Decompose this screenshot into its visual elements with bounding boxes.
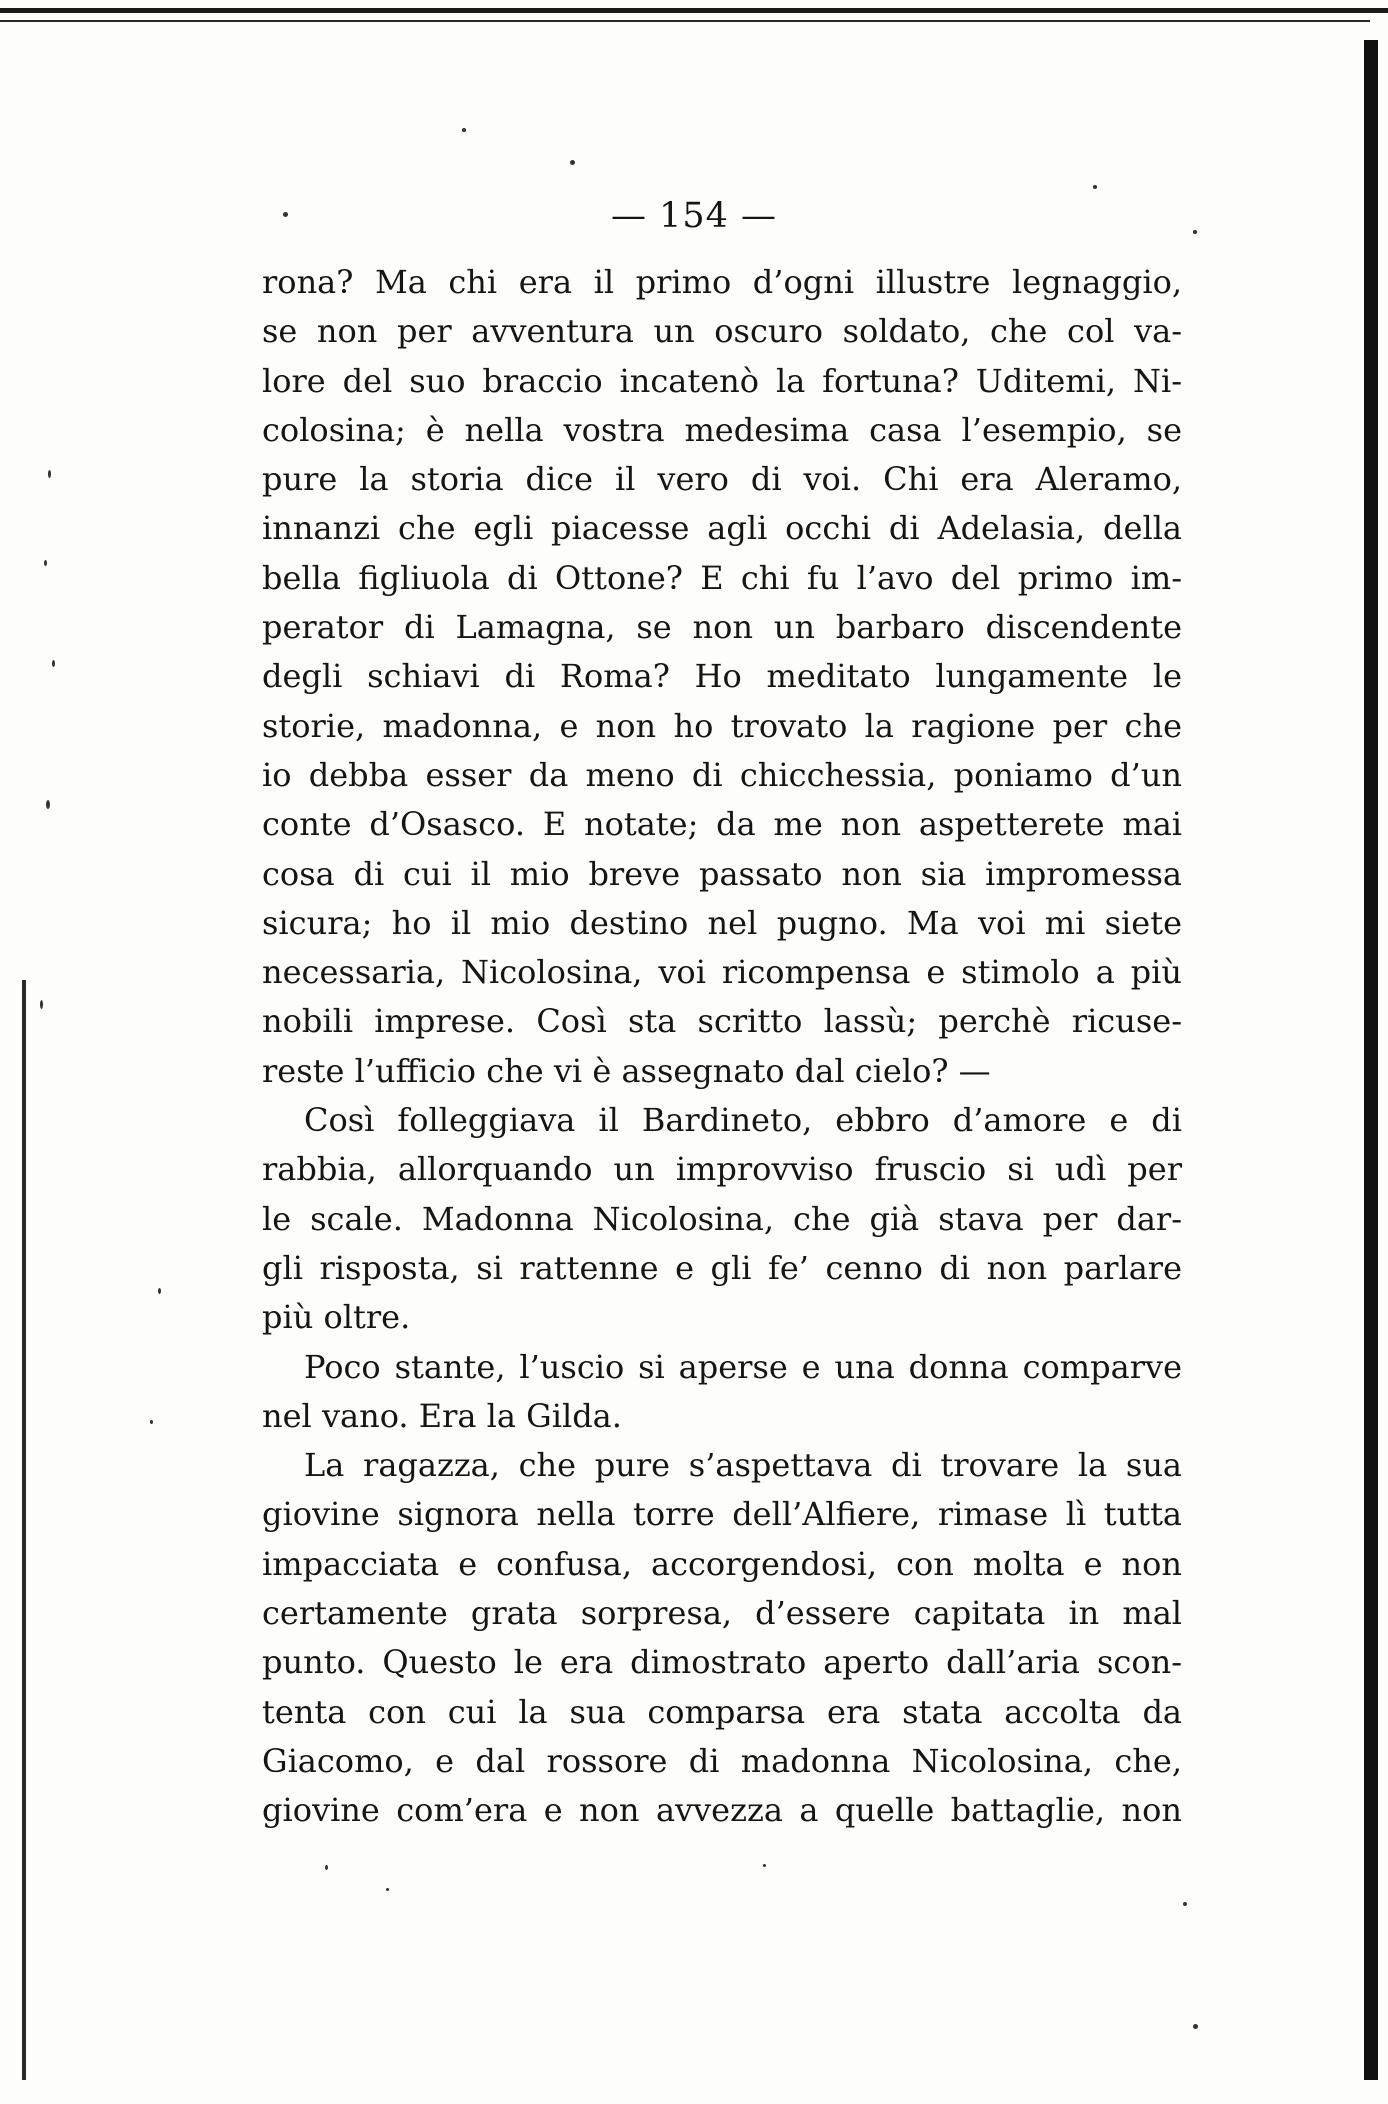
text-line: pure la storia dice il vero di voi. Chi era Aleramo,	[262, 460, 1182, 499]
text-line: cosa di cui il mio breve passato non sia impromessa	[262, 854, 1182, 893]
text-line: colosina; è nella vostra medesima casa l’esempio, se	[262, 410, 1182, 449]
text-line: Giacomo, e dal rossore di madonna Nicolosina, che,	[262, 1741, 1182, 1780]
scan-speck	[570, 160, 575, 165]
scan-speck	[52, 660, 55, 667]
scan-speck	[44, 560, 47, 566]
top-edge-line	[0, 20, 1370, 22]
text-line: rona? Ma chi era il primo d’ogni illustre legnaggio,	[262, 263, 1182, 301]
text-line: io debba esser da meno di chicchessia, poniamo d’un	[262, 755, 1182, 794]
scan-speck	[1193, 2024, 1198, 2029]
scan-speck	[1093, 185, 1097, 189]
text-line: conte d’Osasco. E notate; da me non aspetterete mai	[262, 805, 1182, 844]
text-line: La ragazza, che pure s’aspettava di trovare la sua	[304, 1446, 1182, 1485]
scan-speck	[386, 1888, 389, 1891]
paragraph	[262, 1343, 1182, 1442]
scan-speck	[462, 128, 466, 132]
text-line: nel vano. Era la Gilda.	[262, 1396, 622, 1435]
text-line: punto. Questo le era dimostrato aperto dall’aria scon-	[262, 1643, 1182, 1682]
text-line: bella figliuola di Ottone? E chi fu l’avo del primo im-	[262, 558, 1182, 597]
scan-speck	[1183, 1902, 1187, 1906]
text-line: gli risposta, si rattenne e gli fe’ cenno di non parlare	[262, 1248, 1182, 1287]
body-text	[262, 258, 1182, 1836]
top-edge-shadow	[0, 8, 1388, 13]
scan-speck	[46, 800, 50, 809]
scan-speck	[763, 1864, 766, 1867]
text-line: lore del suo braccio incatenò la fortuna? Uditemi, Ni-	[262, 361, 1182, 400]
text-line: innanzi che egli piacesse agli occhi di Adelasia, della	[262, 509, 1182, 548]
scan-speck	[40, 1000, 43, 1009]
text-line: rabbia, allorquando un improvviso fruscio si udì per	[262, 1150, 1182, 1189]
scan-speck	[150, 1420, 153, 1424]
scan-speck	[158, 1288, 161, 1294]
text-line: le scale. Madonna Nicolosina, che già stava per dar-	[262, 1199, 1182, 1238]
left-edge-shadow	[22, 980, 26, 2080]
right-edge-shadow	[1364, 40, 1378, 2080]
text-line: necessaria, Nicolosina, voi ricompensa e stimolo a più	[262, 953, 1182, 992]
text-line: perator di Lamagna, se non un barbaro discendente	[262, 608, 1182, 647]
text-line: nobili imprese. Così sta scritto lassù; perchè ricuse-	[262, 1002, 1182, 1041]
text-line: degli schiavi di Roma? Ho meditato lungamente le	[262, 657, 1182, 696]
text-line: Poco stante, l’uscio si aperse e una donna comparve	[304, 1347, 1182, 1386]
text-line: storie, madonna, e non ho trovato la ragione per che	[262, 706, 1182, 745]
text-line: impacciata e confusa, accorgendosi, con molta e non	[262, 1544, 1182, 1583]
text-line: certamente grata sorpresa, d’essere capitata in mal	[262, 1594, 1182, 1633]
text-line: reste l’ufficio che vi è assegnato dal cielo? —	[262, 1051, 991, 1090]
text-line: giovine signora nella torre dell’Alfiere, rimase lì tutta	[262, 1495, 1182, 1534]
text-line: più oltre.	[262, 1298, 411, 1337]
paragraph	[262, 1441, 1182, 1835]
text-line: tenta con cui la sua comparsa era stata accolta da	[262, 1692, 1182, 1731]
text-line: Così folleggiava il Bardineto, ebbro d’amore e di	[304, 1101, 1182, 1140]
paragraph	[262, 1096, 1182, 1342]
scan-speck	[325, 1865, 328, 1870]
text-line: giovine com’era e non avvezza a quelle battaglie, non	[262, 1791, 1182, 1830]
paragraph	[262, 258, 1182, 1096]
scan-speck	[48, 470, 51, 478]
page-number: — 154 —	[610, 196, 778, 236]
text-line: sicura; ho il mio destino nel pugno. Ma voi mi siete	[262, 903, 1182, 942]
text-line: se non per avventura un oscuro soldato, che col va-	[262, 312, 1182, 351]
